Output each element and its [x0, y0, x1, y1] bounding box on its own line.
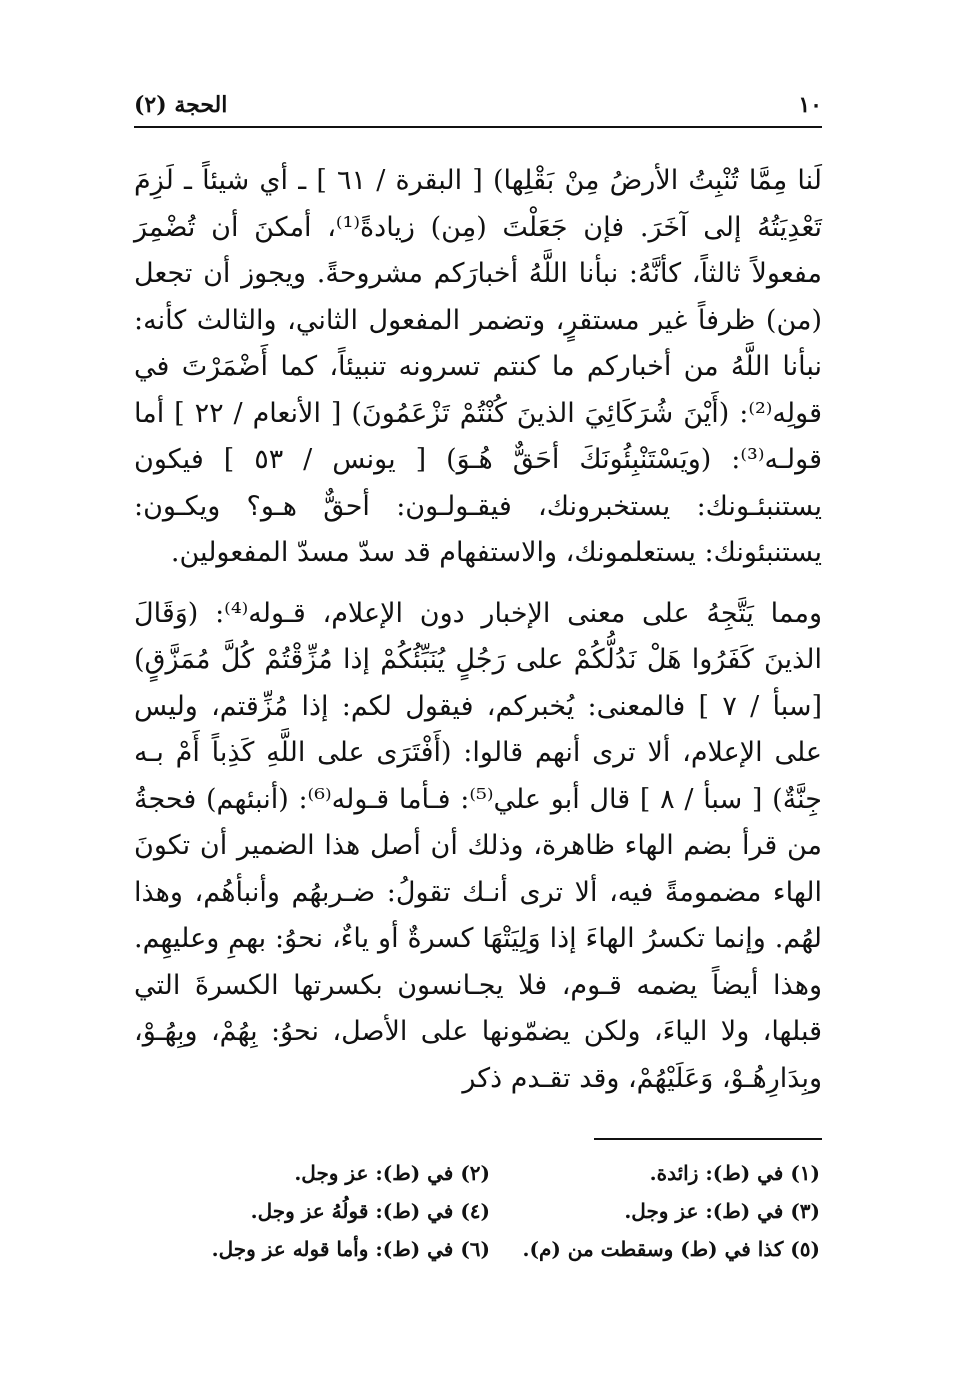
paragraph-2: ومما يَتَّجِهُ على معنى الإخبار دون الإعلام، قـوله⁽⁴⁾: (وَقَالَ الذينَ كَفَرُوا هَلْ نَدُلُّكُمْ على رَجُلٍ يُنَبِّئُكُمْ إذا مُزِّقْتُمْ كُلَّ مُمَزَّقٍ) [سبأ / ٧ ] فالمعنى: يُخبركم، فيقول لكم: إذا مُزِّقتم، وليس على الإعلام، ألا ترى أنهم قالوا: (أَفْتَرَى على اللَّهِ كَذِباً أَمْ بـه جِنَّةٌ) [ سبأ / ٨ ] قال أبو علي⁽⁵⁾: فـأما قـوله⁽⁶⁾: (أنبئهم) فحجةُ من قرأ بضم الهاء ظاهرة، وذلك أن أصل هذا الضمير أن تكونَ الهاء مضمومةً فيه، ألا ترى أنـك تقولُ: ضـربهُم وأنبأهُم، وهذا لهُم. وإنما تكسرُ الهاءَ إذا وَلِيَتْهَا كسرةٌ أو ياءٌ، نحوُ: بهمِ وعليهِم. وهذا أيضاً يضمه قـوم، فلا يجـانسون بكسرتها الكسرةَ التي قبلها، ولا الياءَ، ولكن يضمّونها على الأصل، نحوُ: بِهُمْ، وبِهُـوْ، وبِدَارِهُـوْ، وَعَلَيْهُمْ، وقد تقـدم ذكر	[134, 597, 823, 1094]
footnote-3: (٣) في (ط): عز وجل.	[624, 1199, 820, 1223]
paragraph-1: لَنا مِمَّا تُنْبِتُ الأرضُ مِنْ بَقْلِها) [ البقرة / ٦١ ] ـ أي شيئاً ـ لَزِمَ تَعْدِيَتُهُ إلى آخَرَ. فإن جَعَلْتَ (مِن) زيادةً⁽¹⁾، أمكنَ أن تُضْمِرَ مفعولاً ثالثاً، كأنَّهُ: نبأنا اللَّهُ أخبارَكم مشروحةً. ويجوز أن تجعل (من) ظرفاً غير مستقرٍ، وتضمر المفعول الثاني، والثالث كأنه: نبأنا اللَّهُ من أخباركم ما كنتم تسرونه تنبيئاً، كما أَضْمَرْتَ في قولِه⁽²⁾: (أَيْنَ شُرَكَائِيَ الذينَ كُنْتُمْ تَزْعَمُونَ) [ الأنعام / ٢٢ ] أما قولـه⁽³⁾: (ويَسْتَنْبِئُونَكَ أحَقٌّ هُـوَ) [ يونس / ٥٣ ] فيكون يستنبئـونك: يستخبرونك، فيقـولـون: أحقٌّ هـو؟ ويكـون: يستنبئونك: يستعلمونك، والاستفهام قد سدّ مسدّ المفعولين.	[134, 165, 822, 568]
running-header	[134, 92, 822, 118]
footnote-rule	[594, 1138, 822, 1140]
running-title: الحجة (٢)	[134, 92, 228, 118]
footnote-4: (٤) في (ط): قولُهُ عز وجل.	[250, 1199, 490, 1223]
footnotes	[160, 1154, 820, 1268]
footnote-row	[160, 1192, 820, 1230]
footnote-1: (١) في (ط): زائدة.	[649, 1161, 820, 1185]
footnote-row	[160, 1154, 820, 1192]
page-number: ١٠	[798, 92, 822, 118]
footnote-2: (٢) في (ط): عز وجل.	[294, 1161, 490, 1185]
main-text	[134, 158, 822, 1102]
footnote-row	[160, 1230, 820, 1268]
footnote-6: (٦) في (ط): وأما قوله عز وجل.	[211, 1237, 490, 1261]
footnote-5: (٥) كذا في (ط) وسقطت من (م).	[522, 1237, 820, 1261]
header-rule	[134, 126, 822, 128]
